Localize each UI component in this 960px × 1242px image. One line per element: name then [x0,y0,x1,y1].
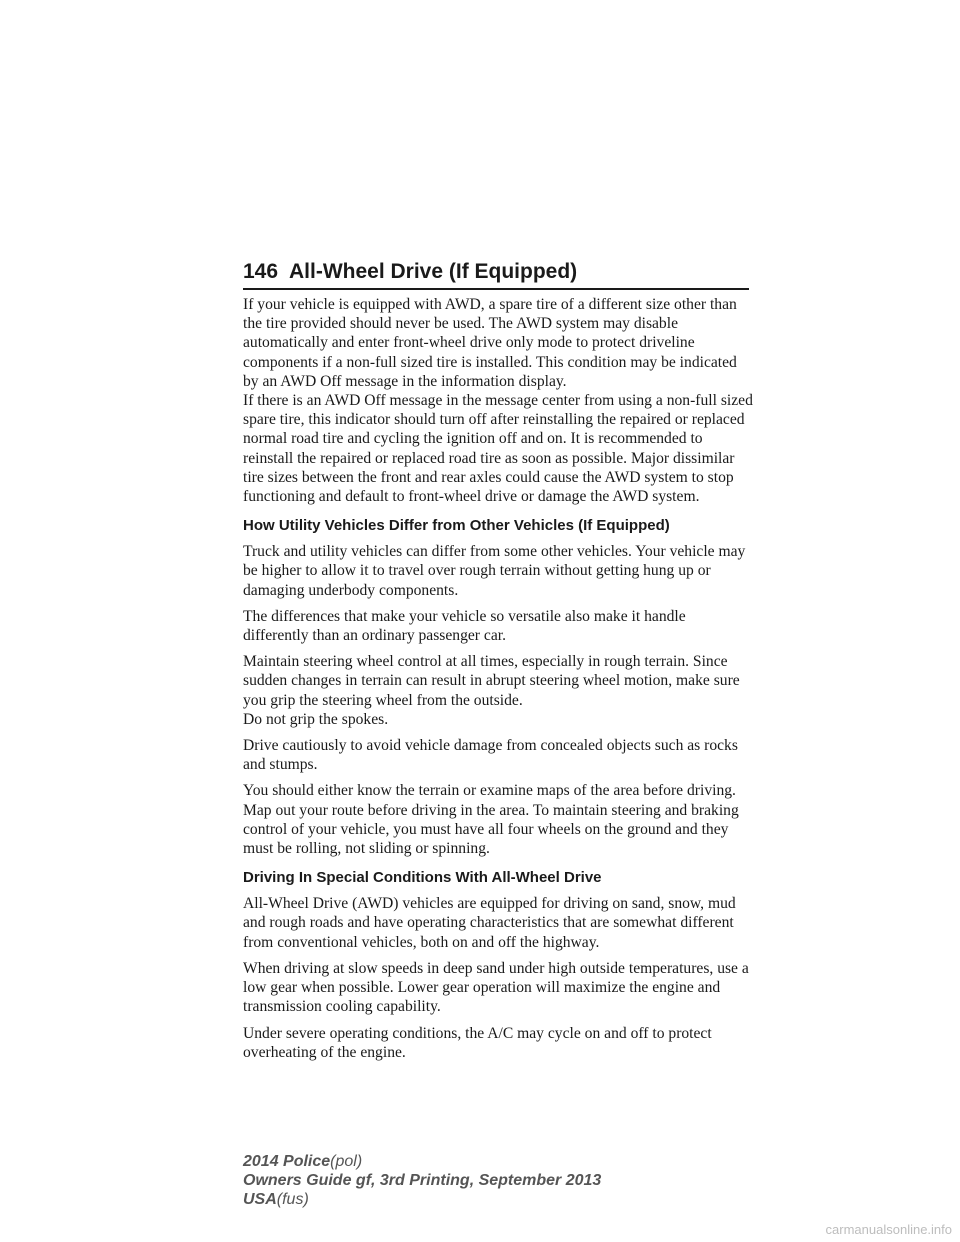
heading-special-conditions: Driving In Special Conditions With All-Wheel Drive [243,869,602,887]
watermark: carmanualsonline.info [825,1222,952,1237]
paragraph-awd-vehicles: All-Wheel Drive (AWD) vehicles are equipped for driving on sand, snow, mud and rough roads and have operating characteristics that are somewhat different from conventional vehicles, both on and off the highway. [243,895,736,951]
page-content [243,295,753,1069]
paragraph-spokes: Do not grip the spokes. [243,710,389,728]
paragraph-awd-off-message: If there is an AWD Off message in the message center from using a non-full sized spare tire, this indicator should turn off after reinstalling the repaired or replaced normal road tire and cycling the ignition off and on. It is recommended to reinstall the repaired or replaced road tire as soon as possible. Major dissimilar tire sizes between the front and rear axles could cause the AWD system to stop functioning and default to front-wheel drive or damage the AWD system. [243,392,753,506]
footer-line-printing: Owners Guide gf, 3rd Printing, September 2013 [243,1172,602,1189]
page-number: 146 [243,260,279,283]
heading-utility-vehicles: How Utility Vehicles Differ from Other Vehicles (If Equipped) [243,517,670,535]
paragraph-truck-utility: Truck and utility vehicles can differ from some other vehicles. Your vehicle may be higher to allow it to travel over rough terrain without getting hung up or damaging underbody components. [243,543,746,599]
paragraph-differences: The differences that make your vehicle so versatile also make it handle differently than an ordinary passenger car. [243,607,686,645]
paragraph-awd-spare-tire: If your vehicle is equipped with AWD, a spare tire of a different size other than the tire provided should never be used. The AWD system may disable automatically and enter front-wheel drive only mode to protect driveline components if a non-full sized tire is installed. This condition may be indicated by an AWD Off message in the information display. [243,296,737,390]
footer-line-model [243,1152,601,1171]
footer-market-code: (fus) [276,1191,309,1208]
paragraph-deep-sand: When driving at slow speeds in deep sand under high outside temperatures, use a low gear when possible. Lower gear operation will maximize the engine and transmission cooling capability. [243,959,749,1016]
footer-model-code: (pol) [330,1153,363,1170]
paragraph-steering-control: Maintain steering wheel control at all times, especially in rough terrain. Since sudden changes in terrain can result in abrupt steering wheel motion, make sure you grip the steering wheel from the outside. [243,653,740,709]
footer-line-market [243,1190,601,1209]
page-title: All-Wheel Drive (If Equipped) [289,260,578,283]
paragraph-drive-cautiously: Drive cautiously to avoid vehicle damage from concealed objects such as rocks and stumps. [243,737,738,774]
header-rule [243,288,749,290]
footer-market: USA [243,1191,277,1208]
paragraph-ac-cycle: Under severe operating conditions, the A/C may cycle on and off to protect overheating of the engine. [243,1024,712,1061]
page-header [243,258,749,290]
footer-model: 2014 Police [243,1153,331,1170]
paragraph-terrain-maps: You should either know the terrain or examine maps of the area before driving. Map out your route before driving in the area. To maintain steering and braking control of your vehicle, you must have all four wheels on the ground and they must be rolling, not sliding or spinning. [243,782,739,858]
page-footer [243,1152,601,1209]
